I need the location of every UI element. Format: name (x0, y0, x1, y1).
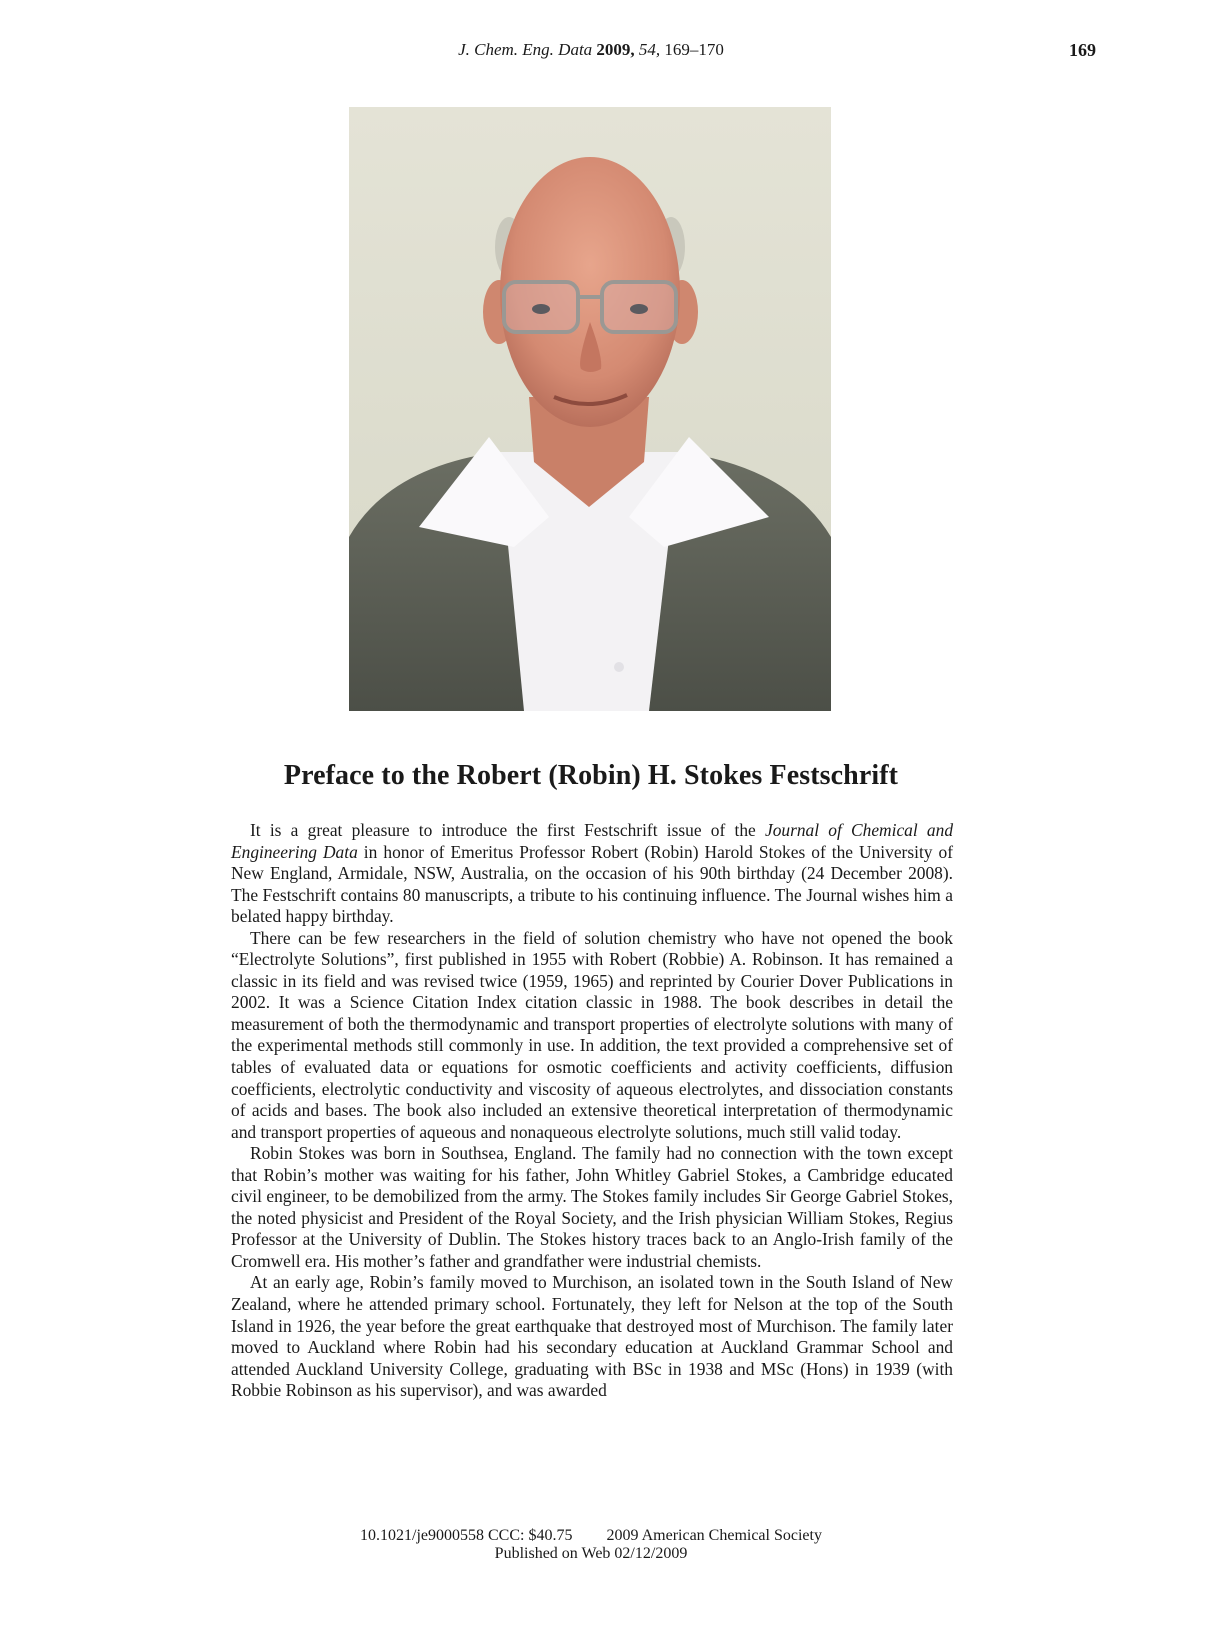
portrait-illustration (349, 107, 831, 711)
paragraph-1-text: It is a great pleasure to introduce the first Festschrift issue of the (250, 820, 765, 840)
paragraph-2: There can be few researchers in the field of solution chemistry who have not opened the book “Electrolyte Solutions”, first published in 1955 with Robert (Robbie) A. Robinson. It has remained a classic in its field and was revised twice (1959, 1965) and reprinted by Courier Dover Publications in 2002. It was a Science Citation Index citation classic in 1988. The book describes in detail the measurement of both the thermodynamic and transport properties of electrolyte solutions with many of the experimental methods still commonly in use. In addition, the text provided a comprehensive set of tables of evaluated data or equations for osmotic coefficients and activity coefficients, diffusion coefficients, electrolytic conductivity and viscosity of aqueous electrolytes, and dissociation constants of acids and bases. The book also included an extensive theoretical interpretation of thermodynamic and transport properties of aqueous and nonaqueous electrolyte solutions, much still valid today. (231, 927, 953, 1142)
journal-name-inline: Journal of Chemical and Engineering Data (231, 820, 954, 862)
journal-name: J. Chem. Eng. Data (458, 40, 593, 59)
article-body (231, 820, 953, 1402)
doi-and-price: 10.1021/je9000558 CCC: $40.75 (360, 1527, 573, 1544)
running-head (0, 40, 1228, 64)
journal-pages: 169–170 (664, 40, 724, 59)
journal-volume: 54, (638, 40, 661, 59)
footer-line-1 (0, 1527, 1182, 1545)
page-number: 169 (1069, 40, 1096, 60)
paragraph-1 (231, 820, 953, 928)
journal-citation (0, 40, 1182, 60)
portrait-photo (349, 107, 831, 711)
paragraph-1-text-end: in honor of Emeritus Professor Robert (Robin) Harold Stokes of the University of New England, Armidale, NSW, Australia, on the occasion of his 90th birthday (24 December 2008). The Festschrift contains 80 manuscripts, a tribute to his continuing influence. The Journal wishes him a belated happy birthday. (231, 841, 953, 927)
copyright: 2009 American Chemical Society (606, 1527, 822, 1544)
paragraph-4: At an early age, Robin’s family moved to Murchison, an isolated town in the South Island of New Zealand, where he attended primary school. Fortunately, they left for Nelson at the top of the South Island in 1926, the year before the great earthquake that destroyed most of Murchison. The family later moved to Auckland where Robin had his secondary education at Auckland Grammar School and attended Auckland University College, graduating with BSc in 1938 and MSc (Hons) in 1939 (with Robbie Robinson as his supervisor), and was awarded (231, 1272, 953, 1401)
journal-year: 2009, (596, 40, 635, 59)
page-footer (0, 1527, 1182, 1563)
published-date: Published on Web 02/12/2009 (494, 1545, 688, 1562)
article-title: Preface to the Robert (Robin) H. Stokes Festschrift (283, 760, 899, 791)
paragraph-3: Robin Stokes was born in Southsea, England. The family had no connection with the town except that Robin’s mother was waiting for his father, John Whitley Gabriel Stokes, a Cambridge educated civil engineer, to be demobilized from the army. The Stokes family includes Sir George Gabriel Stokes, the noted physicist and President of the Royal Society, and the Irish physician William Stokes, Regius Professor at the University of Dublin. The Stokes history traces back to an Anglo-Irish family of the Cromwell era. His mother’s father and grandfather were industrial chemists. (231, 1143, 953, 1271)
